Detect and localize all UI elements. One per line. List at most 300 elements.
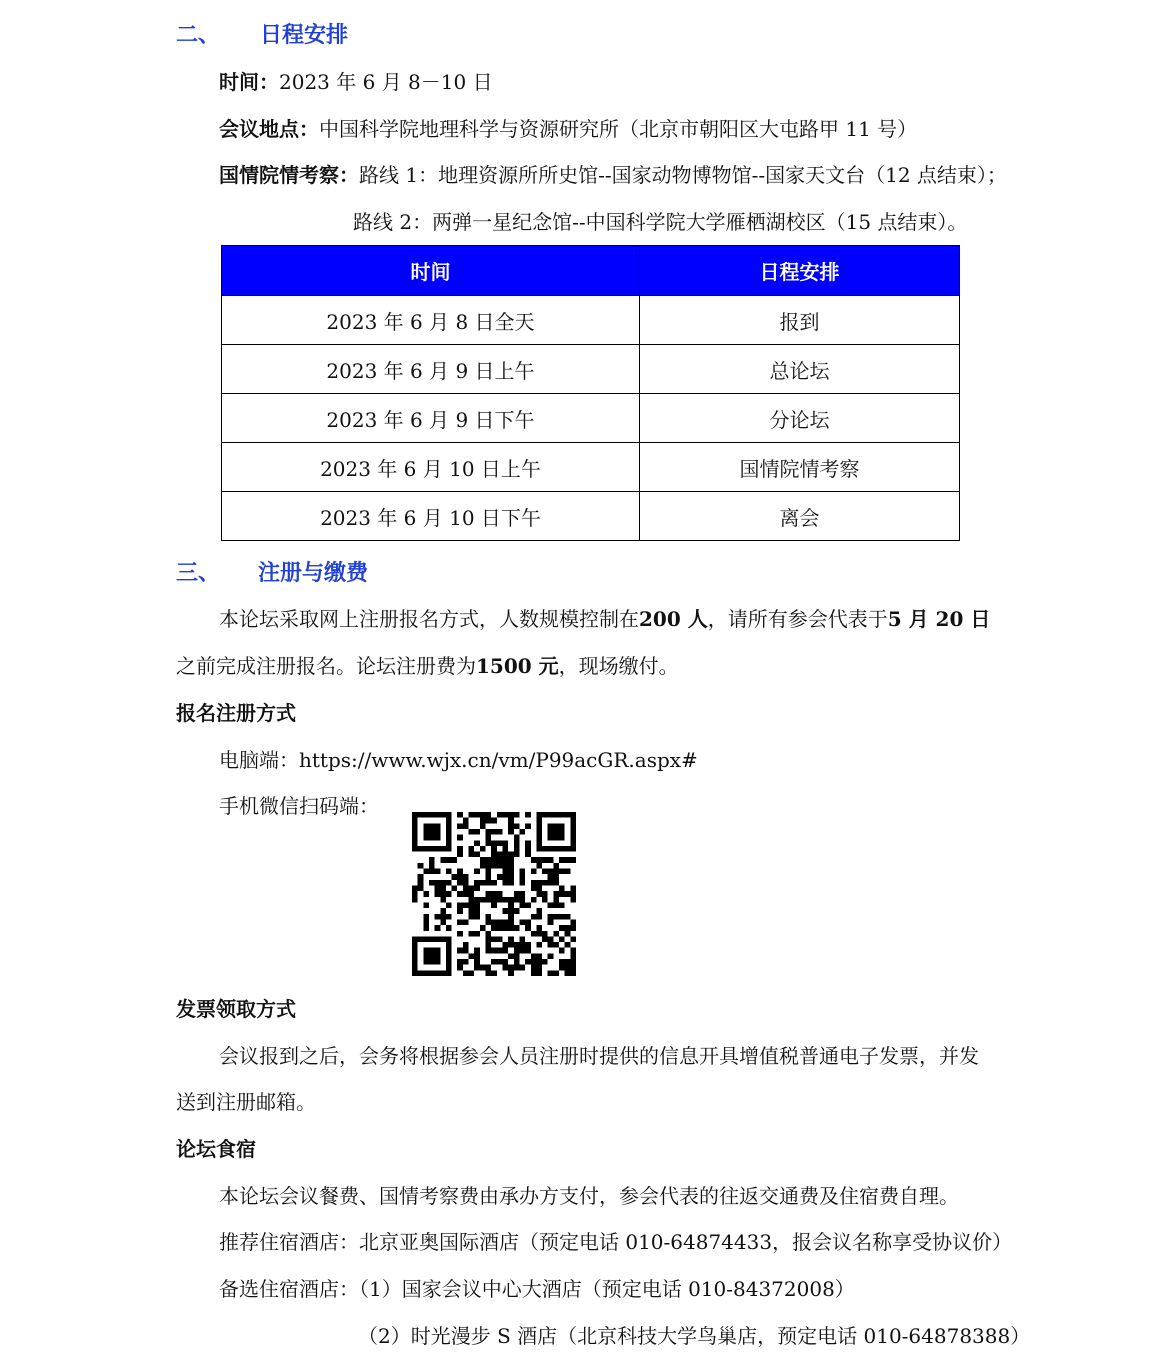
qr-module <box>519 942 525 948</box>
qr-module <box>502 852 508 858</box>
qr-module <box>446 953 452 959</box>
cell-time: 2023 年 6 月 10 日上午 <box>222 443 640 492</box>
qr-module <box>423 914 429 920</box>
qr-module <box>429 948 435 954</box>
qr-module <box>463 959 469 965</box>
qr-module <box>508 852 514 858</box>
qr-module <box>440 891 446 897</box>
qr-module <box>486 812 492 818</box>
qr-module <box>412 846 418 852</box>
cell-time: 2023 年 6 月 8 日全天 <box>222 296 640 345</box>
qr-module <box>536 840 542 846</box>
qr-module <box>429 936 435 942</box>
qr-module <box>531 886 537 892</box>
qr-module <box>486 897 492 903</box>
qr-module <box>412 886 418 892</box>
qr-module <box>536 970 542 976</box>
qr-module <box>457 880 463 886</box>
qr-module <box>559 846 565 852</box>
qr-module <box>531 857 537 863</box>
qr-module <box>508 880 514 886</box>
qr-module <box>429 953 435 959</box>
qr-module <box>480 863 486 869</box>
qr-module <box>514 812 520 818</box>
qr-module <box>463 891 469 897</box>
alternative-hotel-2: （2）时光漫步 S 酒店（北京科技大学鸟巢店，预定电话 010-64878388） <box>358 1324 1031 1348</box>
qr-module <box>418 970 424 976</box>
qr-module <box>418 812 424 818</box>
qr-module <box>423 948 429 954</box>
qr-module <box>531 880 537 886</box>
qr-module <box>514 959 520 965</box>
qr-module <box>542 846 548 852</box>
qr-module <box>457 823 463 829</box>
qr-module <box>486 970 492 976</box>
qr-module <box>469 846 475 852</box>
qr-module <box>519 897 525 903</box>
qr-module <box>525 846 531 852</box>
qr-module <box>435 886 441 892</box>
section3-number: 三、 <box>176 560 221 586</box>
qr-module <box>502 880 508 886</box>
qr-module <box>565 891 571 897</box>
qr-module <box>553 823 559 829</box>
qr-module <box>474 840 480 846</box>
qr-module <box>446 829 452 835</box>
qr-module <box>440 897 446 903</box>
cell-time: 2023 年 6 月 9 日下午 <box>222 394 640 443</box>
food-lodging-heading: 论坛食宿 <box>176 1137 256 1161</box>
qr-module <box>474 948 480 954</box>
qr-module <box>531 869 537 875</box>
qr-module <box>553 902 559 908</box>
qr-module <box>429 880 435 886</box>
qr-module <box>486 835 492 841</box>
qr-module <box>497 925 503 931</box>
recommended-hotel: 推荐住宿酒店：北京亚奥国际酒店（预定电话 010-64874433，报会议名称享受协议价） <box>219 1230 1013 1254</box>
qr-module <box>469 953 475 959</box>
qr-module <box>536 863 542 869</box>
invoice-heading: 发票领取方式 <box>176 997 296 1021</box>
qr-module <box>497 897 503 903</box>
venue-line <box>219 115 917 143</box>
qr-module <box>508 863 514 869</box>
qr-module <box>514 953 520 959</box>
qr-module <box>429 846 435 852</box>
qr-module <box>474 914 480 920</box>
qr-module <box>474 829 480 835</box>
qr-module <box>457 869 463 875</box>
qr-module <box>559 891 565 897</box>
qr-module <box>491 852 497 858</box>
qr-module <box>559 829 565 835</box>
qr-module <box>525 902 531 908</box>
qr-module <box>508 902 514 908</box>
qr-module <box>548 829 554 835</box>
qr-module <box>525 823 531 829</box>
cell-time: 2023 年 6 月 9 日上午 <box>222 345 640 394</box>
qr-module <box>486 931 492 937</box>
qr-module <box>457 919 463 925</box>
mobile-registration-label: 手机微信扫码端： <box>219 794 379 818</box>
qr-module <box>486 965 492 971</box>
qr-module <box>508 925 514 931</box>
qr-module <box>435 959 441 965</box>
qr-module <box>559 835 565 841</box>
qr-module <box>435 914 441 920</box>
qr-module <box>446 823 452 829</box>
qr-module <box>423 812 429 818</box>
qr-module <box>491 840 497 846</box>
qr-module <box>548 942 554 948</box>
qr-module <box>559 857 565 863</box>
qr-module <box>514 891 520 897</box>
qr-module <box>463 823 469 829</box>
qr-module <box>440 936 446 942</box>
venue-value: 中国科学院地理科学与资源研究所（北京市朝阳区大屯路甲 11 号） <box>319 117 918 141</box>
qr-module <box>553 880 559 886</box>
qr-module <box>570 953 576 959</box>
qr-module <box>536 925 542 931</box>
tour-label: 国情院情考察： <box>219 163 359 187</box>
qr-module <box>525 919 531 925</box>
qr-module <box>519 891 525 897</box>
qr-module <box>548 857 554 863</box>
qr-module <box>514 965 520 971</box>
qr-module <box>474 965 480 971</box>
qr-module <box>514 897 520 903</box>
qr-module <box>474 880 480 886</box>
qr-module <box>502 925 508 931</box>
qr-module <box>486 914 492 920</box>
route-1: 路线 1：地理资源所所史馆--国家动物博物馆--国家天文台（12 点结束）； <box>359 163 1007 187</box>
qr-module <box>536 965 542 971</box>
qr-module <box>536 908 542 914</box>
qr-module <box>480 857 486 863</box>
qr-module <box>491 925 497 931</box>
qr-module <box>497 852 503 858</box>
qr-module <box>491 959 497 965</box>
qr-module <box>565 812 571 818</box>
qr-module <box>559 925 565 931</box>
qr-module <box>474 869 480 875</box>
qr-module <box>469 812 475 818</box>
qr-module <box>559 948 565 954</box>
qr-module <box>435 936 441 942</box>
qr-module <box>486 936 492 942</box>
qr-module <box>486 863 492 869</box>
qr-module <box>412 959 418 965</box>
qr-module <box>423 835 429 841</box>
qr-module <box>486 857 492 863</box>
qr-module <box>508 869 514 875</box>
qr-module <box>435 880 441 886</box>
qr-module <box>531 959 537 965</box>
qr-module <box>486 869 492 875</box>
qr-module <box>423 959 429 965</box>
text-run: 之前完成注册报名。论坛注册费为 <box>176 654 476 678</box>
qr-module <box>497 874 503 880</box>
qr-module <box>536 914 542 920</box>
qr-module <box>548 823 554 829</box>
qr-module <box>463 818 469 824</box>
qr-module <box>463 902 469 908</box>
table-row <box>222 345 960 394</box>
qr-module <box>570 886 576 892</box>
qr-module <box>463 970 469 976</box>
text-run: 本论坛采取网上注册报名方式，人数规模控制在 <box>219 607 639 631</box>
qr-code[interactable] <box>412 812 576 976</box>
qr-module <box>435 970 441 976</box>
qr-module <box>457 908 463 914</box>
qr-module <box>463 948 469 954</box>
qr-module <box>440 919 446 925</box>
qr-module <box>531 965 537 971</box>
qr-module <box>469 914 475 920</box>
qr-module <box>548 869 554 875</box>
qr-module <box>491 897 497 903</box>
qr-module <box>553 942 559 948</box>
qr-module <box>440 908 446 914</box>
qr-module <box>474 959 480 965</box>
cell-time: 2023 年 6 月 10 日下午 <box>222 492 640 541</box>
qr-module <box>412 948 418 954</box>
qr-module <box>491 936 497 942</box>
qr-module <box>514 948 520 954</box>
qr-module <box>491 891 497 897</box>
invoice-paragraph-line2: 送到注册邮箱。 <box>176 1090 316 1114</box>
qr-module <box>559 869 565 875</box>
qr-module <box>514 823 520 829</box>
qr-module <box>497 840 503 846</box>
qr-module <box>412 953 418 959</box>
qr-module <box>570 936 576 942</box>
qr-module <box>452 857 458 863</box>
qr-module <box>474 897 480 903</box>
qr-module <box>452 874 458 880</box>
qr-module <box>446 846 452 852</box>
qr-module <box>570 840 576 846</box>
qr-module <box>412 970 418 976</box>
qr-module <box>570 857 576 863</box>
qr-module <box>474 886 480 892</box>
qr-module <box>531 953 537 959</box>
qr-module <box>423 823 429 829</box>
qr-module <box>565 965 571 971</box>
qr-module <box>570 919 576 925</box>
qr-module <box>486 829 492 835</box>
qr-module <box>446 812 452 818</box>
qr-module <box>559 936 565 942</box>
section3-title: 注册与缴费 <box>258 560 369 586</box>
qr-module <box>519 965 525 971</box>
qr-module <box>486 891 492 897</box>
schedule-table <box>221 245 960 541</box>
qr-module <box>423 891 429 897</box>
qr-module <box>423 902 429 908</box>
qr-module <box>502 812 508 818</box>
qr-module <box>446 835 452 841</box>
qr-module <box>435 869 441 875</box>
qr-module <box>412 965 418 971</box>
qr-module <box>463 886 469 892</box>
qr-module <box>502 942 508 948</box>
qr-module <box>508 953 514 959</box>
qr-module <box>542 891 548 897</box>
table-row <box>222 492 960 541</box>
qr-module <box>469 852 475 858</box>
qr-module <box>423 919 429 925</box>
qr-module <box>548 970 554 976</box>
qr-module <box>508 897 514 903</box>
qr-module <box>435 823 441 829</box>
qr-module <box>497 863 503 869</box>
time-line <box>219 68 493 96</box>
registration-fee: 1500 元 <box>476 654 559 678</box>
qr-module <box>502 965 508 971</box>
qr-module <box>412 942 418 948</box>
cell-agenda: 国情院情考察 <box>640 443 960 492</box>
qr-module <box>548 902 554 908</box>
cell-agenda: 分论坛 <box>640 394 960 443</box>
qr-module <box>565 869 571 875</box>
qr-module <box>412 835 418 841</box>
qr-module <box>548 835 554 841</box>
qr-module <box>469 829 475 835</box>
qr-module <box>435 925 441 931</box>
qr-module <box>469 970 475 976</box>
qr-module <box>519 936 525 942</box>
qr-module <box>423 869 429 875</box>
qr-module <box>491 829 497 835</box>
qr-module <box>457 846 463 852</box>
qr-module <box>508 857 514 863</box>
qr-module <box>435 953 441 959</box>
qr-module <box>418 874 424 880</box>
qr-module <box>559 823 565 829</box>
qr-module <box>570 948 576 954</box>
qr-module <box>486 880 492 886</box>
qr-module <box>491 902 497 908</box>
qr-module <box>429 835 435 841</box>
qr-module <box>491 818 497 824</box>
registration-method-heading: 报名注册方式 <box>176 701 296 725</box>
qr-module <box>469 897 475 903</box>
qr-module <box>480 925 486 931</box>
qr-module <box>525 942 531 948</box>
qr-module <box>502 919 508 925</box>
qr-module <box>486 840 492 846</box>
qr-module <box>502 897 508 903</box>
qr-module <box>440 880 446 886</box>
qr-module <box>553 931 559 937</box>
qr-module <box>565 925 571 931</box>
qr-module <box>418 863 424 869</box>
qr-module <box>412 897 418 903</box>
qr-module <box>446 869 452 875</box>
qr-module <box>412 812 418 818</box>
qr-module <box>570 835 576 841</box>
qr-module <box>559 965 565 971</box>
qr-module <box>412 840 418 846</box>
table-header-row <box>222 246 960 296</box>
qr-module <box>559 902 565 908</box>
qr-module <box>486 948 492 954</box>
qr-module <box>491 846 497 852</box>
qr-module <box>435 812 441 818</box>
qr-module <box>440 970 446 976</box>
qr-module <box>423 936 429 942</box>
qr-module <box>502 846 508 852</box>
qr-module <box>519 869 525 875</box>
qr-module <box>531 931 537 937</box>
qr-module <box>553 869 559 875</box>
qr-module <box>435 829 441 835</box>
time-label: 时间： <box>219 70 279 94</box>
qr-module <box>486 919 492 925</box>
qr-module <box>542 931 548 937</box>
qr-module <box>412 823 418 829</box>
qr-module <box>553 846 559 852</box>
qr-module <box>412 818 418 824</box>
qr-module <box>486 818 492 824</box>
qr-module <box>480 846 486 852</box>
qr-module <box>525 812 531 818</box>
qr-module <box>519 902 525 908</box>
route-2: 路线 2：两弹一星纪念馆--中国科学院大学雁栖湖校区（15 点结束）。 <box>353 210 968 234</box>
qr-module <box>446 965 452 971</box>
qr-module <box>491 880 497 886</box>
qr-module <box>440 846 446 852</box>
qr-module <box>565 942 571 948</box>
qr-module <box>536 857 542 863</box>
text-run: ，现场缴付。 <box>558 654 679 678</box>
headcount-limit: 200 人 <box>639 607 708 631</box>
qr-module <box>514 925 520 931</box>
qr-module <box>429 823 435 829</box>
qr-module <box>486 942 492 948</box>
pc-registration-link[interactable]: 电脑端：https://www.wjx.cn/vm/P99acGR.aspx# <box>219 748 698 772</box>
qr-module <box>469 908 475 914</box>
qr-module <box>565 970 571 976</box>
qr-module <box>536 818 542 824</box>
qr-module <box>463 880 469 886</box>
qr-module <box>446 970 452 976</box>
qr-module <box>565 846 571 852</box>
registration-paragraph-line2 <box>176 652 679 680</box>
qr-module <box>474 908 480 914</box>
qr-module <box>469 931 475 937</box>
column-header-time: 时间 <box>222 246 640 296</box>
qr-module <box>536 835 542 841</box>
qr-module <box>474 931 480 937</box>
qr-module <box>429 970 435 976</box>
qr-module <box>519 919 525 925</box>
qr-module <box>423 829 429 835</box>
text-run: ，请所有参会代表于 <box>707 607 888 631</box>
qr-module <box>553 970 559 976</box>
food-lodging-paragraph: 本论坛会议餐费、国情考察费由承办方支付，参会代表的往返交通费及住宿费自理。 <box>219 1184 959 1208</box>
qr-module <box>474 812 480 818</box>
qr-module <box>474 953 480 959</box>
qr-module <box>457 835 463 841</box>
qr-module <box>536 886 542 892</box>
qr-module <box>531 897 537 903</box>
qr-module <box>491 970 497 976</box>
qr-module <box>435 835 441 841</box>
qr-module <box>519 829 525 835</box>
section2-number: 二、 <box>176 22 221 48</box>
